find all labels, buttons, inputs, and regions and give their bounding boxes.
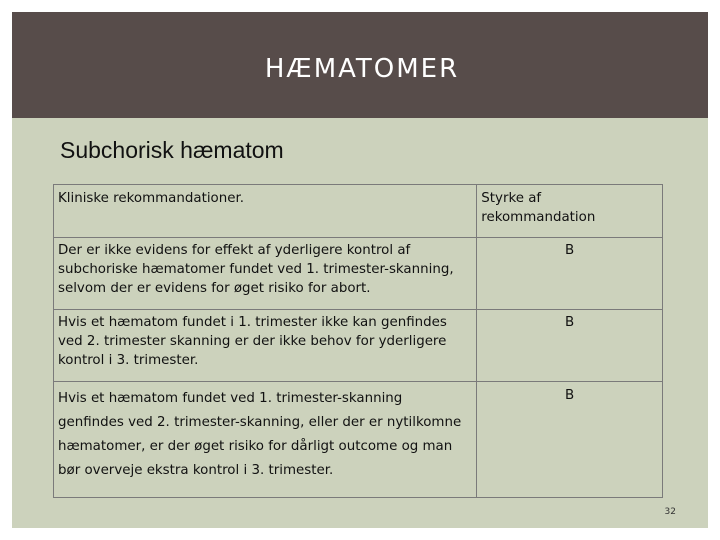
recommendation-grade: B xyxy=(477,382,663,498)
recommendation-text: Hvis et hæmatom fundet ved 1. trimester-skanning genfindes ved 2. trimester-skanning, eller der er nytilkomne hæmatomer, er der øget risiko for dårligt outcome og man bør overveje ekstra kontrol i 3. trimester. xyxy=(54,382,477,498)
recommendation-text: Der er ikke evidens for effekt af yderligere kontrol af subchoriske hæmatomer fundet ved 1. trimester-skanning, selvom der er evidens for øget risiko for abort. xyxy=(54,238,477,310)
table-row xyxy=(54,238,663,310)
slide-title: HÆMATOMER xyxy=(264,54,460,84)
header-bar xyxy=(12,12,708,118)
column-header-strength: Styrke af rekommandation xyxy=(477,185,663,238)
page-number: 32 xyxy=(664,507,676,517)
recommendation-text: Hvis et hæmatom fundet i 1. trimester ikke kan genfindes ved 2. trimester skanning er der ikke behov for yderligere kontrol i 3. trimester. xyxy=(54,310,477,382)
table-header-row xyxy=(54,185,663,238)
column-header-recommendations: Kliniske rekommandationer. xyxy=(54,185,477,238)
recommendation-grade: B xyxy=(477,238,663,310)
recommendation-grade: B xyxy=(477,310,663,382)
table-row xyxy=(54,310,663,382)
table-row xyxy=(54,382,663,498)
slide-subtitle: Subchorisk hæmatom xyxy=(60,137,284,163)
recommendations-table xyxy=(53,184,663,498)
